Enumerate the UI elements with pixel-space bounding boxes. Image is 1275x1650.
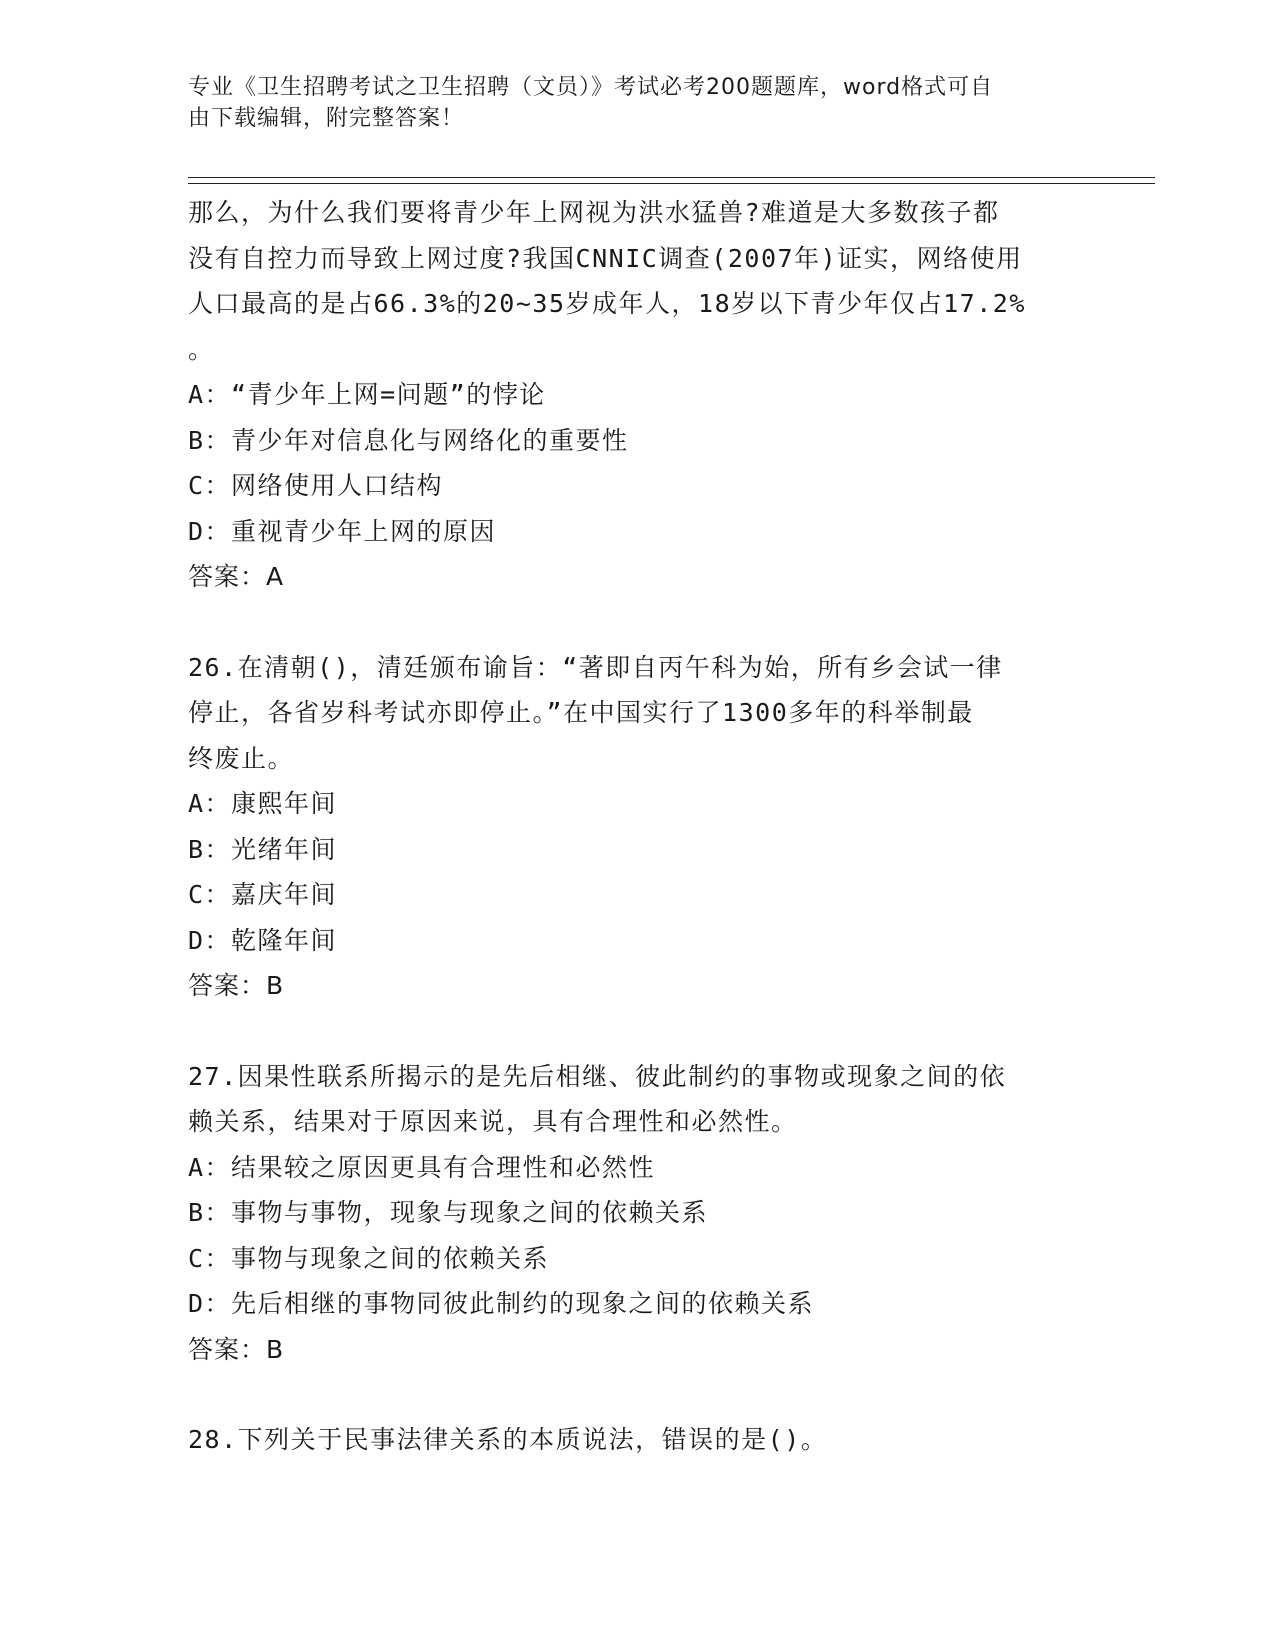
- option-d: D：先后相继的事物同彼此制约的现象之间的依赖关系: [188, 1289, 815, 1318]
- header-line-2: 由下载编辑，附完整答案！: [188, 106, 465, 131]
- option-c: C：事物与现象之间的依赖关系: [188, 1243, 550, 1273]
- question-25: [188, 190, 1088, 600]
- answer: 答案：A: [188, 562, 285, 591]
- header-rule-top: [188, 177, 1155, 178]
- question-content: [188, 190, 1088, 1463]
- header-line-1: 专业《卫生招聘考试之卫生招聘（文员）》考试必考200题题库，word格式可自: [188, 75, 994, 100]
- option-d: D：乾隆年间: [188, 925, 338, 955]
- option-b: B：事物与事物，现象与现象之间的依赖关系: [188, 1198, 709, 1227]
- option-b: B：青少年对信息化与网络化的重要性: [188, 425, 629, 455]
- question-27: [188, 1054, 1088, 1373]
- option-c: C：网络使用人口结构: [188, 471, 444, 500]
- document-header: [188, 72, 1068, 134]
- question-stem-line: 没有自控力而导致上网过度?我国CNNIC调查(2007年)证实，网络使用: [188, 243, 1023, 273]
- option-a: A：康熙年间: [188, 789, 338, 818]
- question-28: [188, 1417, 1088, 1463]
- option-c: C：嘉庆年间: [188, 880, 338, 909]
- question-stem-line: 人口最高的是占66.3%的20~35岁成年人，18岁以下青少年仅占17.2%: [188, 289, 1026, 318]
- spacer: [188, 1009, 1088, 1054]
- question-stem-line: 。: [188, 334, 215, 364]
- option-d: D：重视青少年上网的原因: [188, 516, 497, 546]
- spacer: [188, 600, 1088, 645]
- option-a: A：结果较之原因更具有合理性和必然性: [188, 1152, 656, 1182]
- answer: 答案：B: [188, 971, 285, 1000]
- question-stem-line: 赖关系，结果对于原因来说，具有合理性和必然性。: [188, 1107, 798, 1136]
- spacer: [188, 1372, 1088, 1417]
- question-stem-line: 那么，为什么我们要将青少年上网视为洪水猛兽?难道是大多数孩子都: [188, 198, 1000, 227]
- question-stem-line: 27.因果性联系所揭示的是先后相继、彼此制约的事物或现象之间的依: [188, 1061, 1007, 1091]
- option-a: A：“青少年上网=问题”的悖论: [188, 380, 546, 409]
- question-stem-line: 停止，各省岁科考试亦即停止。”在中国实行了1300多年的科举制最: [188, 698, 974, 727]
- question-26: [188, 645, 1088, 1009]
- header-rule-bottom: [188, 183, 1155, 184]
- question-stem-line: 28.下列关于民事法律关系的本质说法，错误的是()。: [188, 1425, 828, 1454]
- question-stem-line: 26.在清朝()，清廷颁布谕旨：“著即自丙午科为始，所有乡会试一律: [188, 652, 1003, 682]
- question-stem-line: 终废止。: [188, 743, 295, 773]
- answer: 答案：B: [188, 1334, 285, 1364]
- option-b: B：光绪年间: [188, 834, 338, 864]
